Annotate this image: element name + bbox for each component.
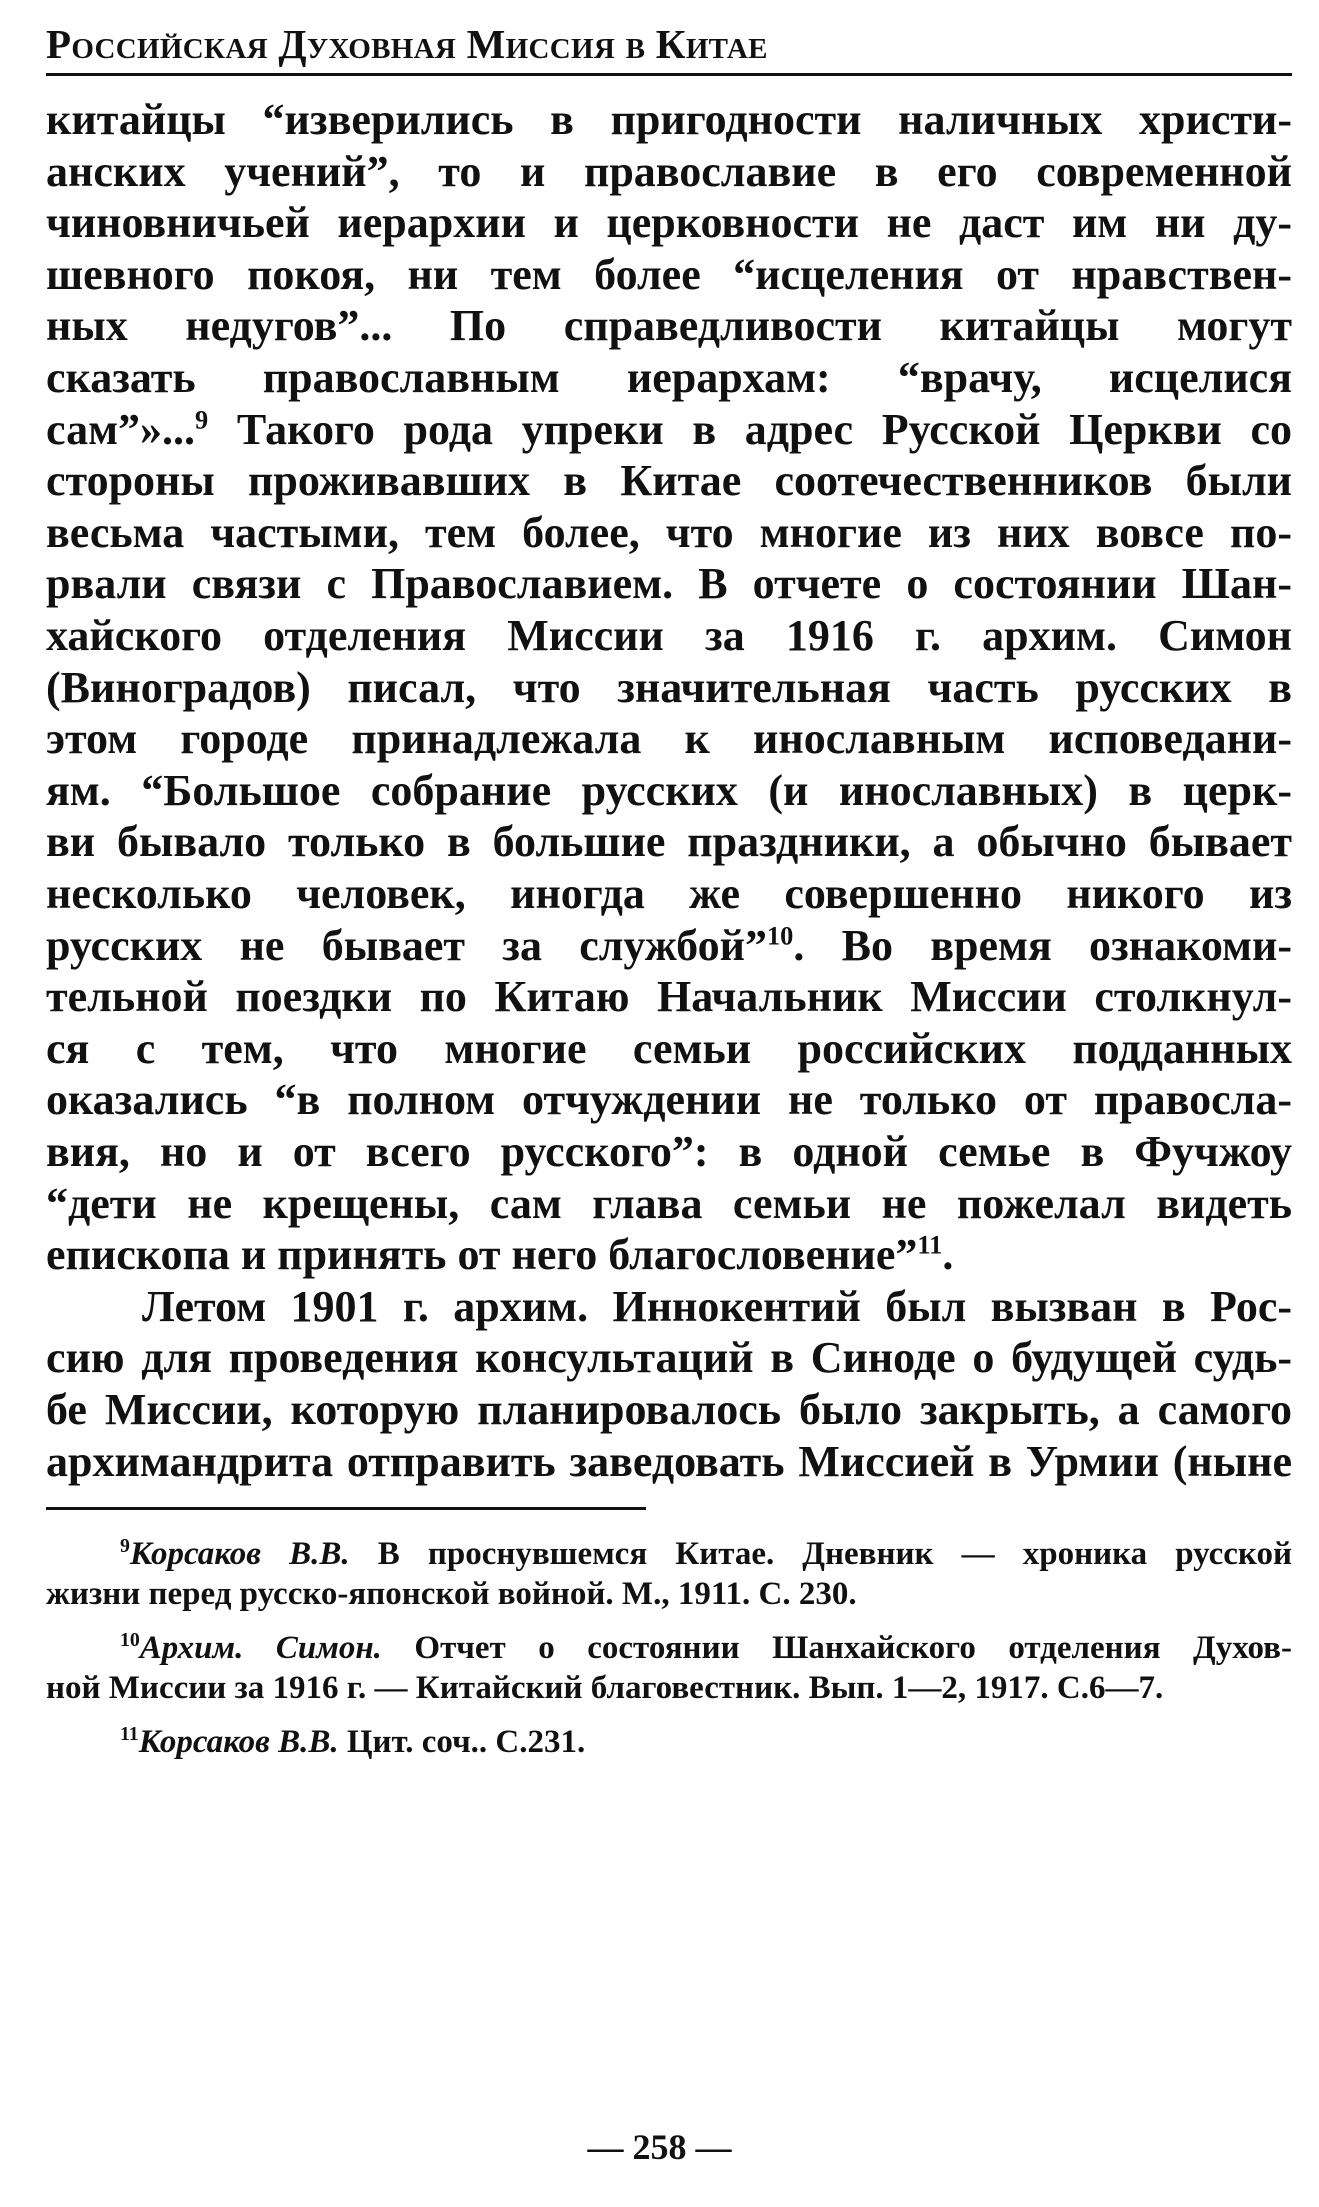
text-line — [46, 146, 1292, 198]
footnote-rule — [46, 1507, 646, 1510]
footnote-line — [46, 1628, 1292, 1668]
text-line-continuation: . Во время ознакоми- — [793, 920, 1292, 970]
running-head-text: Российская Духовная Миссия в Китае — [46, 21, 768, 67]
footnote-text: ной Миссии за 1916 г. — Китайский благовестник. Вып. 1—2, 1917. С.6—7. — [46, 1670, 1164, 1707]
text-line-content: хайского отделения Миссии за 1916 г. архим. Симон — [46, 611, 1292, 661]
text-line — [46, 816, 1292, 868]
text-line-content: анских учений”, то и православие в его современной — [46, 146, 1292, 196]
text-line-content: сам”»... — [46, 404, 196, 454]
footnote-line — [46, 1574, 1292, 1614]
footnote-author: Корсаков В.В. — [138, 1724, 339, 1761]
text-line-content: “дети не крещены, сам глава семьи не пожелал видеть — [46, 1178, 1292, 1228]
text-line — [46, 1436, 1292, 1488]
footnote-ref: 10 — [766, 919, 794, 950]
text-line-content: ных недугов”... По справедливости китайцы могут — [46, 301, 1292, 351]
text-line — [46, 971, 1292, 1023]
text-line — [46, 352, 1292, 404]
text-line-content: тельной поездки по Китаю Начальник Миссии столкнул- — [46, 972, 1292, 1022]
text-line-content: сию для проведения консультаций в Синоде о будущей судь- — [46, 1333, 1292, 1383]
page — [46, 22, 1292, 1762]
footnote-number: 9 — [120, 1535, 130, 1558]
footnote-number: 10 — [120, 1629, 140, 1652]
text-line-content: несколько человек, иногда же совершенно никого из — [46, 869, 1292, 918]
text-line — [46, 610, 1292, 662]
footnote-author: Корсаков В.В. — [129, 1536, 350, 1573]
footnote — [46, 1534, 1292, 1614]
text-line-content: оказались “в полном отчуждении не только от правосла- — [46, 1075, 1292, 1125]
footnote-number: 11 — [120, 1723, 139, 1746]
text-line-content: весьма частыми, тем более, что многие из них вовсе по- — [46, 507, 1292, 557]
text-line-content: сказать православным иерархам: “врачу, исцелися — [46, 353, 1292, 403]
text-line-content: русских не бывает за службой” — [46, 920, 767, 970]
footnote-text: В проснувшемся Китае. Дневник — хроника русской — [349, 1536, 1292, 1573]
text-line-continuation: Такого рода упреки в адрес Русской Церкви со — [208, 404, 1292, 454]
text-line-content: рвали связи с Православием. В отчете о состоянии Шан- — [46, 559, 1292, 609]
text-line — [46, 300, 1292, 352]
text-line-content: этом городе принадлежала к инославным исповедани- — [46, 714, 1292, 764]
running-head — [46, 22, 1292, 76]
text-line — [46, 713, 1292, 765]
footnote-text: Отчет о состоянии Шанхайского отделения Духов- — [381, 1630, 1292, 1667]
text-line-content: (Виноградов) писал, что значительная часть русских в — [46, 662, 1292, 712]
text-line — [46, 765, 1292, 817]
footnote-author: Архим. Симон. — [139, 1630, 382, 1667]
text-line-content: вия, но и от всего русского”: в одной семье в Фучжоу — [46, 1126, 1292, 1176]
footnote-text: жизни перед русско-японской войной. М., 1911. С. 230. — [46, 1576, 857, 1613]
text-line — [46, 197, 1292, 249]
text-line-content: архимандрита отправить заведовать Миссией в Урмии (ныне — [46, 1436, 1292, 1486]
page-number: — 258 — — [587, 2127, 732, 2167]
footnote — [46, 1628, 1292, 1708]
footnote-line — [46, 1722, 1292, 1762]
text-line-content: бе Миссии, которую планировалось было закрыть, а самого — [46, 1384, 1292, 1434]
footnote-ref: 9 — [195, 404, 209, 434]
footnote-text: Цит. соч.. С.231. — [338, 1724, 586, 1761]
body-text — [46, 94, 1292, 1487]
text-line — [46, 1178, 1292, 1230]
text-line — [46, 1281, 1292, 1333]
text-line — [46, 455, 1292, 507]
text-line-content: ям. “Большое собрание русских (и инославных) в церк- — [46, 765, 1292, 815]
text-line — [46, 1384, 1292, 1436]
text-line-continuation: . — [942, 1230, 954, 1280]
footnote-ref: 11 — [917, 1229, 943, 1260]
text-line — [46, 404, 1292, 456]
footnote-line — [46, 1534, 1292, 1574]
text-line-content: шевного покоя, ни тем более “исцеления от нравствен- — [46, 249, 1292, 299]
footnote — [46, 1722, 1292, 1762]
text-line — [46, 249, 1292, 301]
text-line-content: Летом 1901 г. архим. Иннокентий был вызван в Рос- — [142, 1281, 1292, 1331]
text-line-content: епископа и принять от него благословение” — [46, 1230, 918, 1280]
footnotes — [46, 1534, 1292, 1762]
text-line — [46, 558, 1292, 610]
text-line-content: чиновничьей иерархии и церковности не даст им ни ду- — [46, 198, 1292, 248]
text-line — [46, 868, 1292, 920]
text-line-content: стороны проживавших в Китае соотечественников были — [46, 456, 1292, 506]
text-line-content: китайцы “изверились в пригодности наличных христи- — [46, 95, 1292, 145]
text-line — [46, 1332, 1292, 1384]
text-line — [46, 1074, 1292, 1126]
footnote-gap — [46, 1614, 1292, 1628]
footnote-gap — [46, 1708, 1292, 1722]
text-line — [46, 94, 1292, 146]
text-line-content: ся с тем, что многие семьи российских подданных — [46, 1023, 1292, 1073]
footnote-line — [46, 1668, 1292, 1708]
text-line-content: ви бывало только в большие праздники, а обычно бывает — [46, 817, 1292, 867]
text-line — [46, 920, 1292, 972]
text-line — [46, 507, 1292, 559]
text-line — [46, 1023, 1292, 1075]
text-line — [46, 1126, 1292, 1178]
text-line — [46, 662, 1292, 714]
text-line — [46, 1229, 1292, 1281]
